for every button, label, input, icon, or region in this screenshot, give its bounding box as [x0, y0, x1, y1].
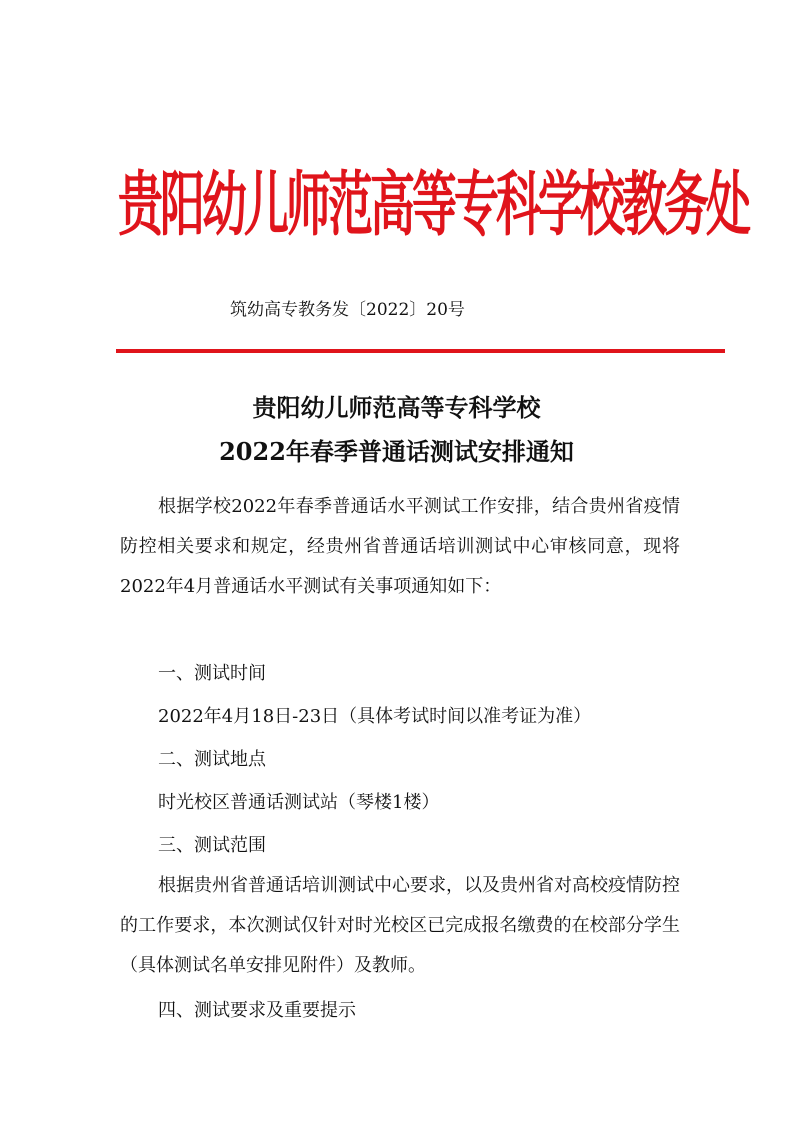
notice-title-line2: 2022年春季普通话测试安排通知 [219, 437, 574, 466]
document-number: 筑幼高专教务发〔2022〕20号 [230, 300, 465, 320]
section2-heading: 二、测试地点 [158, 749, 266, 770]
masthead-org-name: 贵阳幼儿师范高等专科学校教务处 [118, 163, 749, 246]
section1-text: 2022年4月18日-23日（具体考试时间以准考证为准） [158, 706, 592, 727]
section4-heading: 四、测试要求及重要提示 [158, 1000, 356, 1021]
intro-paragraph: 根据学校2022年春季普通话水平测试工作安排，结合贵州省疫情防控相关要求和规定，经贵州省普通话培训测试中心审核同意，现将2022年4月普通话水平测试有关事项通知如下： [120, 496, 680, 597]
section3-heading: 三、测试范围 [158, 835, 266, 856]
section1-heading: 一、测试时间 [158, 663, 266, 684]
notice-title-line1: 贵阳幼儿师范高等专科学校 [252, 393, 541, 422]
section2-text: 时光校区普通话测试站（琴楼1楼） [158, 792, 440, 813]
red-divider [116, 349, 725, 353]
section3-paragraph: 根据贵州省普通话培训测试中心要求，以及贵州省对高校疫情防控的工作要求，本次测试仅针对时光校区已完成报名缴费的在校部分学生（具体测试名单安排见附件）及教师。 [120, 875, 680, 976]
